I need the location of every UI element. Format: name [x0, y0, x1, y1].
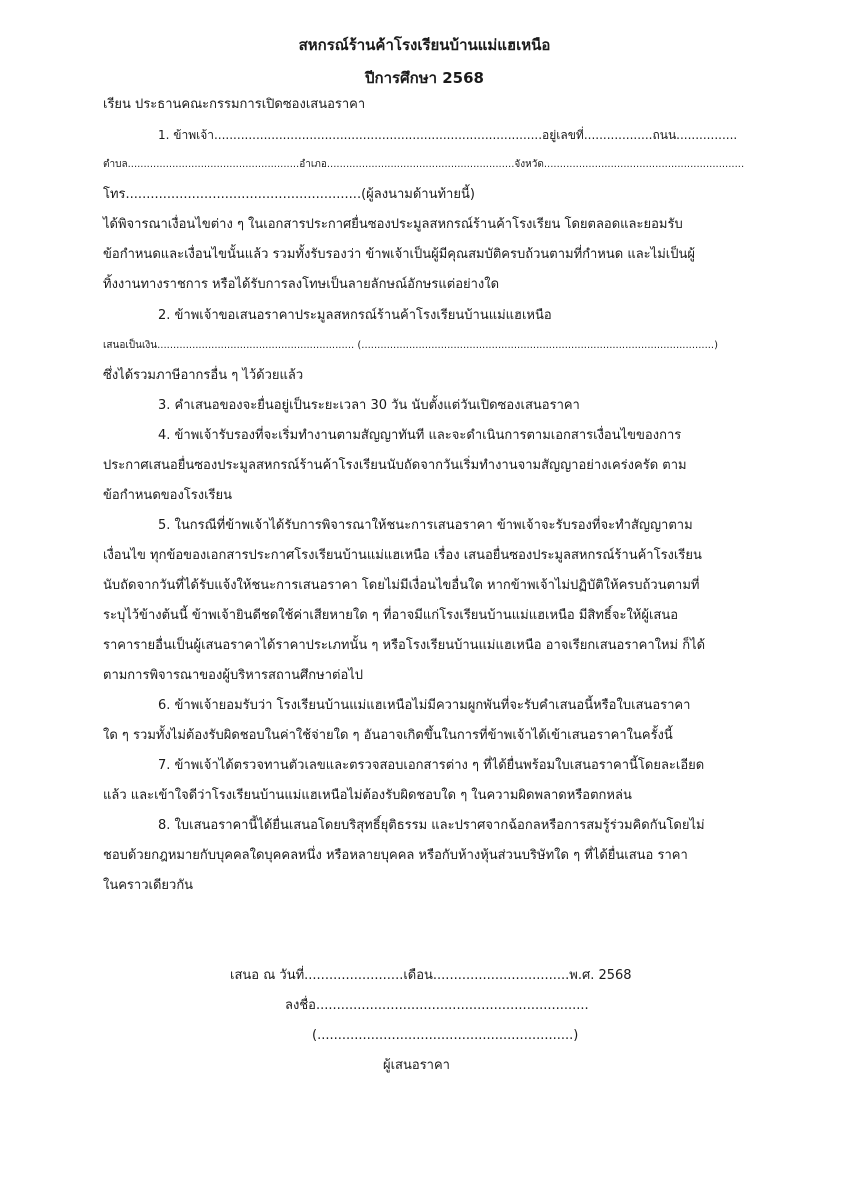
item5-line3: นับถัดจากวันที่ได้รับแจ้งให้ชนะการเสนอราคา โดยไม่มีเงื่อนไขอื่นใด หากข้าพเจ้าไม่ปฏิบัติให้ครบถ้วนตามที่ [103, 578, 700, 593]
salutation: เรียน ประธานคณะกรรมการเปิดซองเสนอราคา [103, 97, 366, 112]
item5-line2: เงื่อนไข ทุกข้อของเอกสารประกาศโรงเรียนบ้านแม่แฮเหนือ เรื่อง เสนอยื่นซองประมูลสหกรณ์ร้านค้าโรงเรียน [103, 548, 702, 563]
item5-line5: ราคารายอื่นเป็นผู้เสนอราคาได้ราคาประเภทนั้น ๆ หรือโรงเรียนบ้านแม่แฮเหนือ อาจเรียกเสนอราคาใหม่ ก็ได้ [103, 638, 706, 653]
item8-line3: ในคราวเดียวกัน [103, 878, 194, 893]
item3: 3. คำเสนอของจะยื่นอยู่เป็นระยะเวลา 30 วัน นับตั้งแต่วันเปิดซองเสนอราคา [158, 398, 580, 413]
item7-line2: แล้ว และเข้าใจดีว่าโรงเรียนบ้านแม่แฮเหนือไม่ต้องรับผิดชอบใด ๆ ในความผิดพลาดหรือตกหล่น [103, 788, 632, 803]
item1-line4: ได้พิจารณาเงื่อนไขต่าง ๆ ในเอกสารประกาศยื่นซองประมูลสหกรณ์ร้านค้าโรงเรียน โดยตลอดและยอมรับ [103, 217, 683, 232]
signature-line: ลงชื่อ.................................................................. [285, 998, 589, 1013]
item6-line1: 6. ข้าพเจ้ายอมรับว่า โรงเรียนบ้านแม่แฮเหนือไม่มีความผูกพันที่จะรับคำเสนอนี้หรือใบเสนอราคา [158, 698, 691, 713]
item2-line2: เสนอเป็นเงิน.............................................................. (...............................................................................................................) [103, 340, 718, 351]
signer-role: ผู้เสนอราคา [383, 1058, 450, 1073]
academic-year: ปีการศึกษา 2568 [365, 69, 484, 87]
item6-line2: ใด ๆ รวมทั้งไม่ต้องรับผิดชอบในค่าใช้จ่ายใด ๆ อันอาจเกิดขึ้นในการที่ข้าพเจ้าได้เข้าเสนอราคาในครั้งนี้ [103, 728, 673, 743]
item1-line6: ทิ้งงานทางราชการ หรือได้รับการลงโทษเป็นลายลักษณ์อักษรแต่อย่างใด [103, 277, 500, 292]
document-title: สหกรณ์ร้านค้าโรงเรียนบ้านแม่แฮเหนือ [298, 36, 551, 54]
item1-line2: ตำบล......................................................อำเภอ...........................................................จังหวัด............................................................... [103, 159, 745, 170]
item1-line1: 1. ข้าพเจ้า......................................................................................อยู่เลขที่..................ถนน................ [158, 128, 738, 142]
item4-line3: ข้อกำหนดของโรงเรียน [103, 488, 233, 503]
item1-line3: โทร.........................................................(ผู้ลงนามด้านท้ายนี้) [103, 187, 475, 202]
item8-line1: 8. ใบเสนอราคานี้ได้ยื่นเสนอโดยบริสุทธิ์ยุติธรรม และปราศจากฉ้อกลหรือการสมรู้ร่วมคิดกันโดยไม่ [158, 818, 705, 833]
item4-line1: 4. ข้าพเจ้ารับรองที่จะเริ่มทำงานตามสัญญาทันที และจะดำเนินการตามเอกสารเงื่อนไขของการ [158, 428, 682, 443]
item5-line4: ระบุไว้ข้างต้นนี้ ข้าพเจ้ายินดีชดใช้ค่าเสียหายใด ๆ ที่อาจมีแก่โรงเรียนบ้านแม่แฮเหนือ มีสิทธิ์จะให้ผู้เสนอ [103, 608, 679, 623]
date-line: เสนอ ณ วันที่........................เดือน.................................พ.ศ. 2568 [230, 968, 632, 983]
item4-line2: ประกาศเสนอยื่นซองประมูลสหกรณ์ร้านค้าโรงเรียนนับถัดจากวันเริ่มทำงานจามสัญญาอย่างเคร่งครัด ตาม [103, 458, 687, 473]
item5-line6: ตามการพิจารณาของผู้บริหารสถานศึกษาต่อไป [103, 668, 364, 683]
item2-line1: 2. ข้าพเจ้าขอเสนอราคาประมูลสหกรณ์ร้านค้าโรงเรียนบ้านแม่แฮเหนือ [158, 308, 552, 323]
item5-line1: 5. ในกรณีที่ข้าพเจ้าได้รับการพิจารณาให้ชนะการเสนอราคา ข้าพเจ้าจะรับรองที่จะทำสัญญาตาม [158, 518, 693, 533]
item1-line5: ข้อกำหนดและเงื่อนไขนั้นแล้ว รวมทั้งรับรองว่า ข้าพเจ้าเป็นผู้มีคุณสมบัติครบถ้วนตามที่กำหนด และไม่เป็นผู้ [103, 247, 695, 262]
item2-line3: ซึ่งได้รวมภาษีอากรอื่น ๆ ไว้ด้วยแล้ว [103, 368, 304, 383]
item8-line2: ชอบด้วยกฎหมายกับบุคคลใดบุคคลหนึ่ง หรือหลายบุคคล หรือกับห้างหุ้นส่วนบริษัทใด ๆ ที่ได้ยื่นเสนอ ราคา [103, 848, 688, 863]
signer-name-line: (..............................................................) [312, 1028, 579, 1043]
item7-line1: 7. ข้าพเจ้าได้ตรวจทานตัวเลขและตรวจสอบเอกสารต่าง ๆ ที่ได้ยื่นพร้อมใบเสนอราคานี้โดยละเอียด [158, 758, 705, 773]
